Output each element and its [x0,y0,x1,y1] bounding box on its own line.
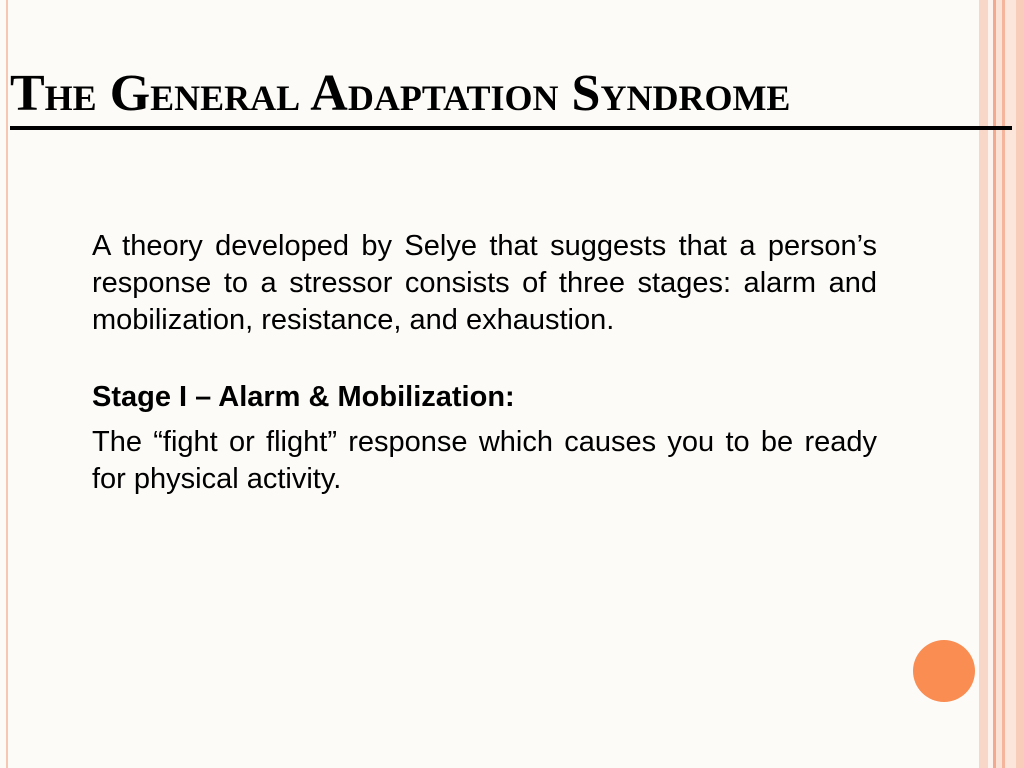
stage-heading: Stage I – Alarm & Mobilization: [92,381,515,413]
stage-description: The “fight or flight” response which causes you to be ready for physical activity. [92,426,877,495]
slide-title: The General Adaptation Syndrome [10,65,791,122]
title-underline [10,126,1012,130]
intro-paragraph: A theory developed by Selye that suggests that a person’s response to a stressor consists of three stages: alarm and mobilization, resistance, and exhaustion. [92,230,877,336]
orange-circle-icon [913,640,975,702]
slide-body [92,228,877,498]
decor-stripe [1016,0,1024,768]
left-border-line [6,0,8,768]
